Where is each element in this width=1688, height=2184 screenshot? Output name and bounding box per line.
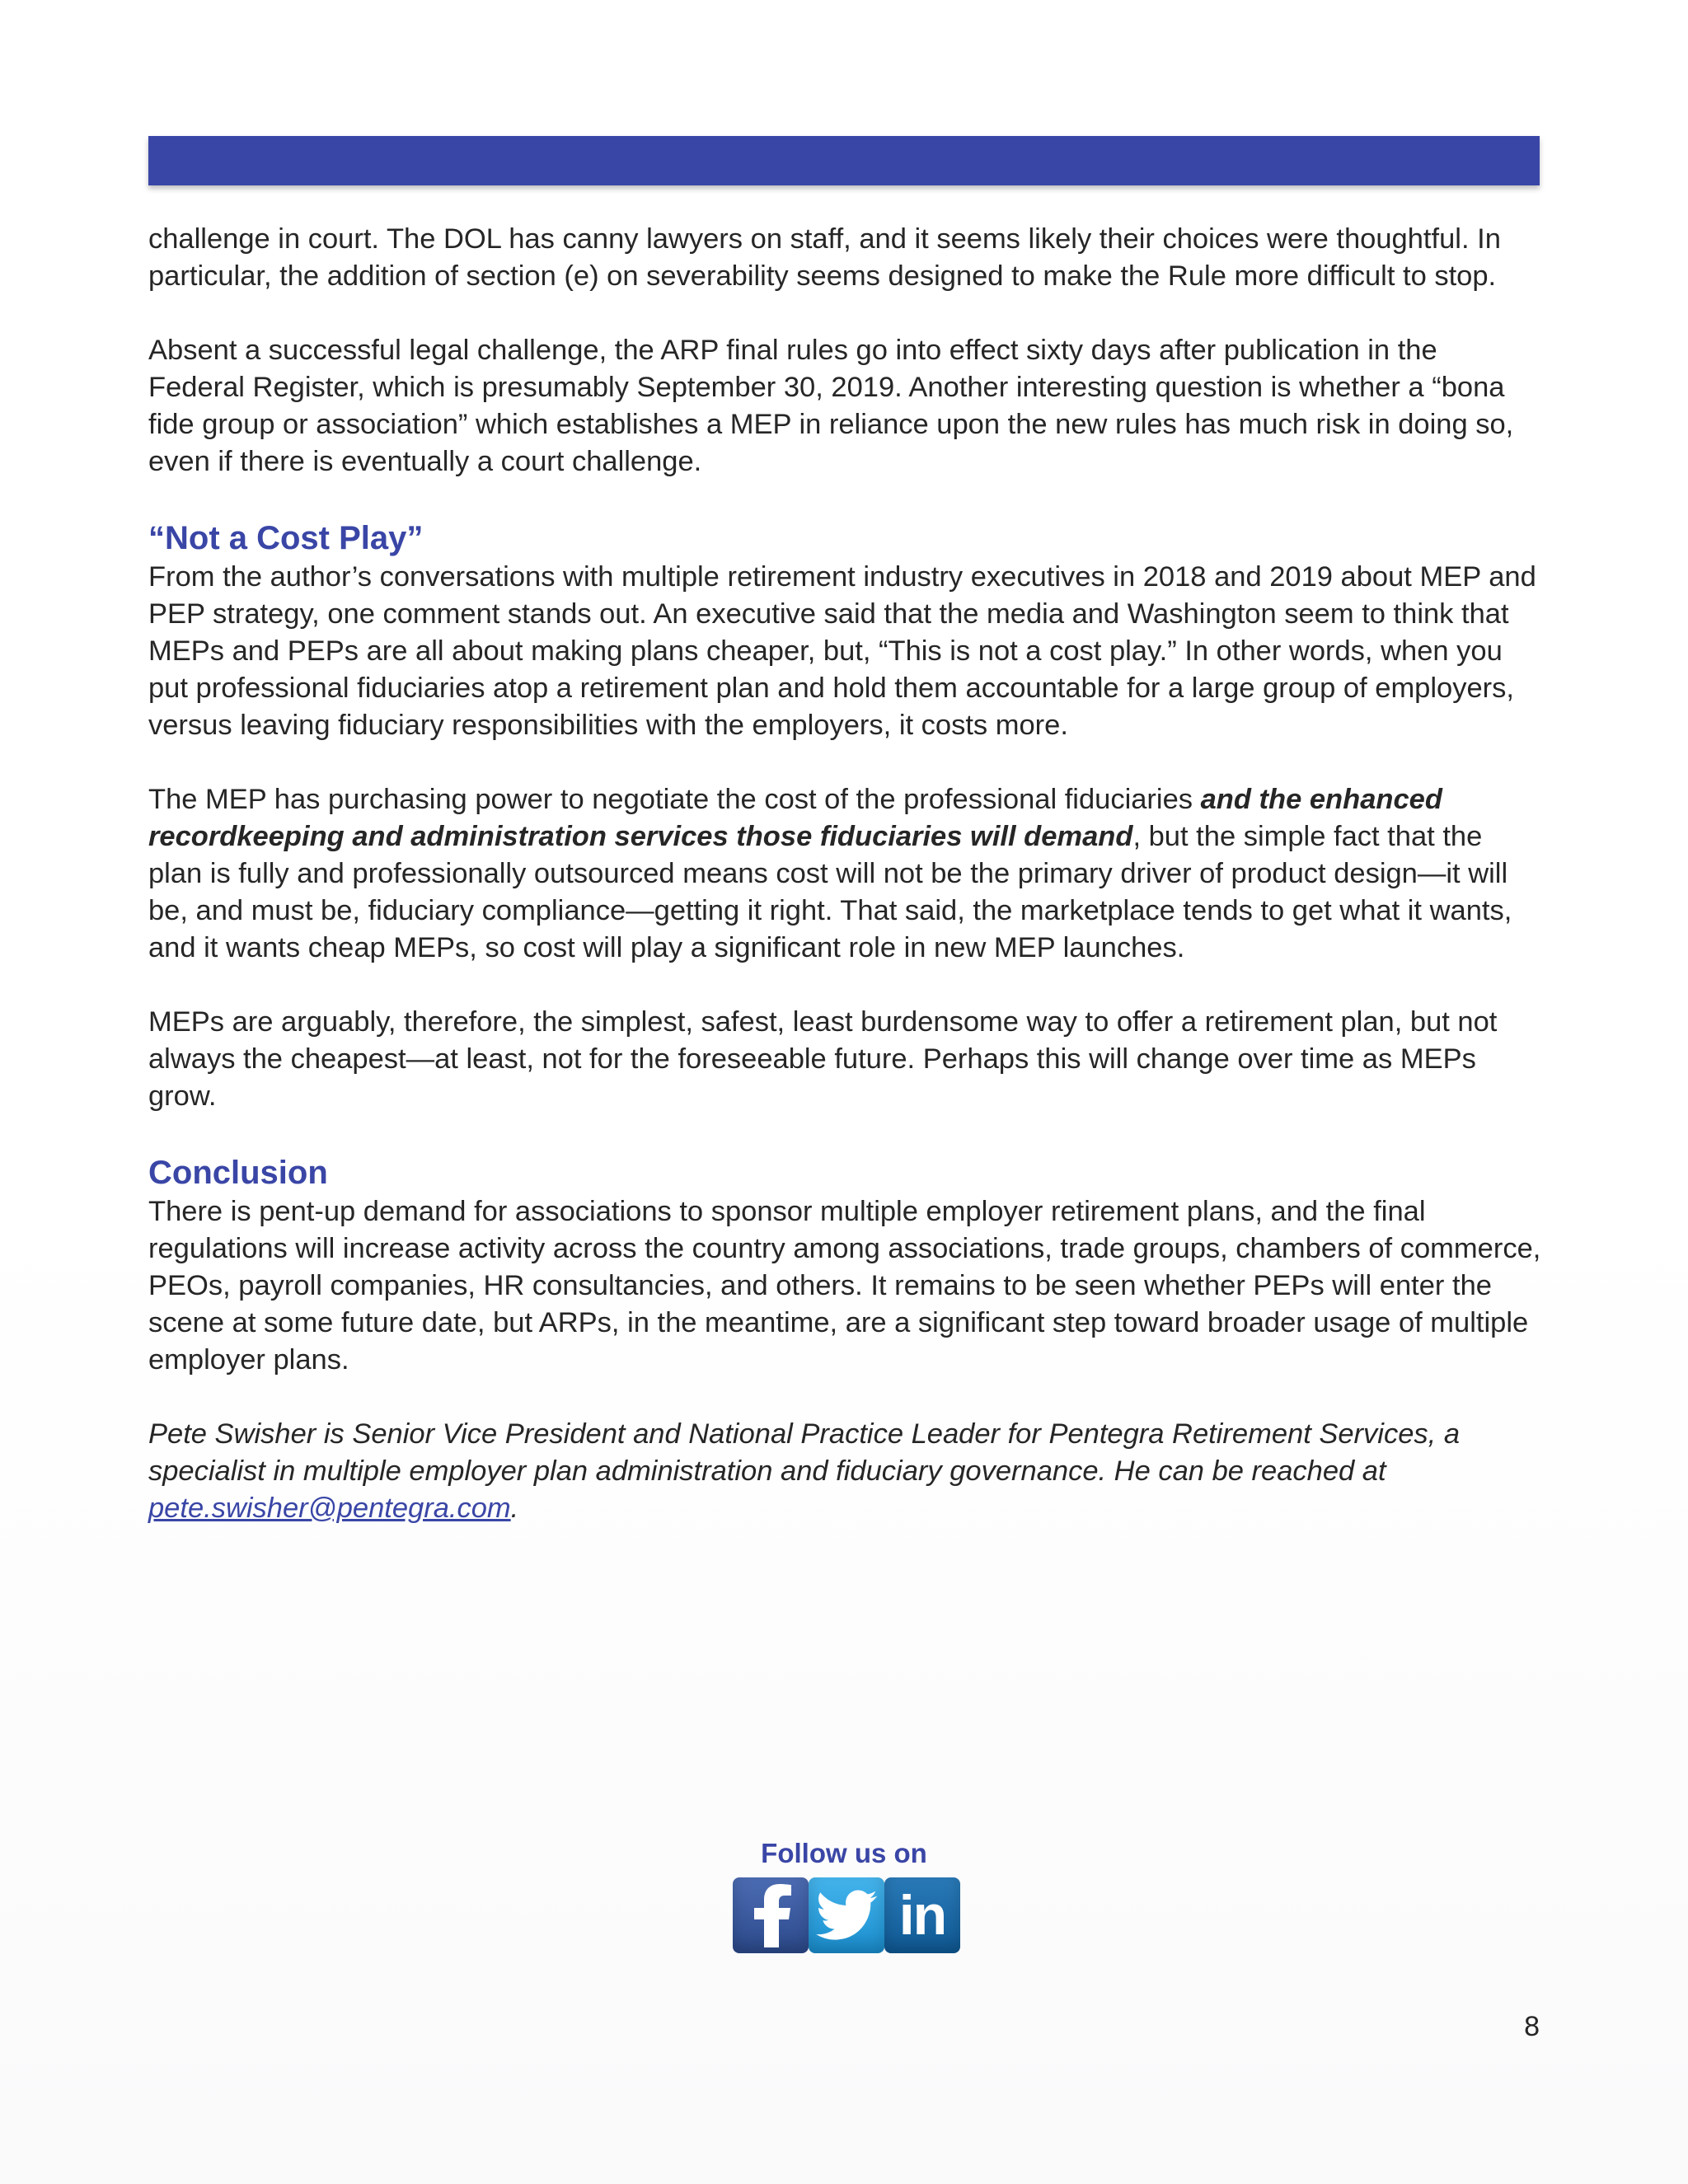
author-email-link[interactable]: pete.swisher@pentegra.com <box>148 1493 511 1524</box>
paragraph-text: The MEP has purchasing power to negotiate the cost of the professional fiduciaries <box>148 784 1201 815</box>
author-bio-end: . <box>510 1493 519 1524</box>
linkedin-icon[interactable] <box>884 1877 960 1953</box>
section-heading-not-a-cost-play: “Not a Cost Play” <box>148 520 424 556</box>
social-icons <box>733 1877 960 1953</box>
page-number: 8 <box>1524 2011 1540 2042</box>
author-bio <box>148 1416 1541 1527</box>
twitter-icon[interactable] <box>809 1877 884 1953</box>
facebook-icon[interactable] <box>733 1877 809 1953</box>
paragraph: MEPs are arguably, therefore, the simplest, safest, least burdensome way to offer a retirement plan, but not always the cheapest—at least, not for the foreseeable future. Perhaps this will change over time as MEPs grow. <box>148 1006 1498 1112</box>
paragraph: From the author’s conversations with multiple retirement industry executives in 2018 and 2019 about MEP and PEP strategy, one comment stands out. An executive said that the media and Washington seem to think that MEPs and PEPs are all about making plans cheaper, but, “This is not a cost play.” In other words, when you put professional fiduciaries atop a retirement plan and hold them accountable for a large group of employers, versus leaving fiduciary responsibilities with the employers, it costs more. <box>148 561 1536 741</box>
article-body <box>148 221 1541 1564</box>
paragraph <box>148 781 1541 967</box>
paragraph: challenge in court. The DOL has canny lawyers on staff, and it seems likely their choices were thoughtful. In particular, the addition of section (e) on severability seems designed to make the Rule more difficult to stop. <box>148 223 1501 292</box>
paragraph-text: , but the simple fact that the plan is fully and professionally outsourced means cost will not be the primary driver of product design—it will be, and must be, fiduciary compliance—getting it right. That said, the marketplace tends to get what it wants, and it wants cheap MEPs, so cost will play a significant role in new MEP launches. <box>148 821 1512 963</box>
follow-us-label: Follow us on <box>761 1838 927 1868</box>
author-bio-text: Pete Swisher is Senior Vice President and National Practice Leader for Pentegra Retirement Services, a specialist in multiple employer plan administration and fiduciary governance. He can be reached at <box>148 1418 1461 1487</box>
header-bar <box>148 136 1540 185</box>
emphasis-text: and the enhanced recordkeeping and administration services those fiduciaries will demand <box>148 784 1442 852</box>
section-heading-conclusion: Conclusion <box>148 1155 328 1191</box>
paragraph: Absent a successful legal challenge, the ARP final rules go into effect sixty days after publication in the Federal Register, which is presumably September 30, 2019. Another interesting question is whether a “bona fide group or association” which establishes a MEP in reliance upon the new rules has much risk in doing so, even if there is eventually a court challenge. <box>148 335 1514 477</box>
linkedin-icon-text: in <box>898 1884 946 1947</box>
paragraph: There is pent-up demand for associations to sponsor multiple employer retirement plans, and the final regulations will increase activity across the country among associations, trade groups, chambers of commerce, PEOs, payroll companies, HR consultancies, and others. It remains to be seen whether PEPs will enter the scene at some future date, but ARPs, in the meantime, are a significant step toward broader usage of multiple employer plans. <box>148 1196 1541 1376</box>
